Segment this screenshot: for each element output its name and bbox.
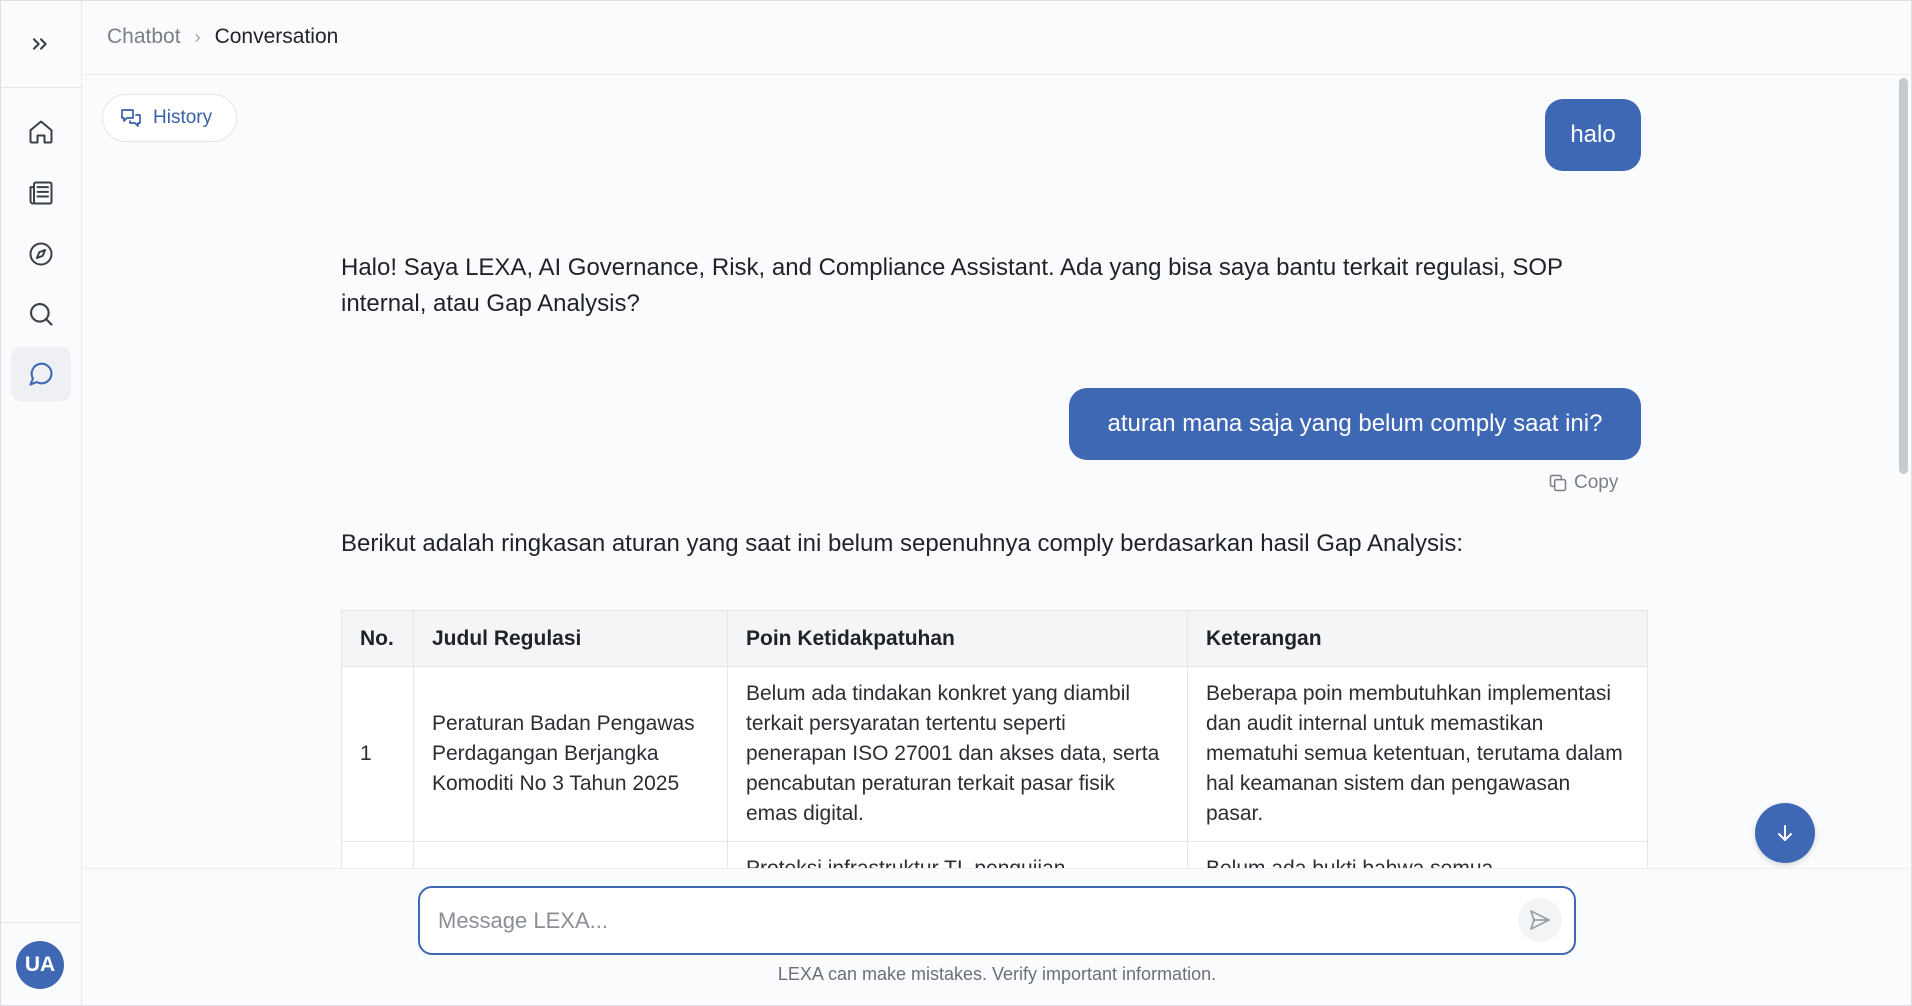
table-cell-no: 1 xyxy=(342,667,414,842)
message-composer xyxy=(418,886,1576,955)
sidebar-item-chat[interactable] xyxy=(11,347,71,401)
conversation-area[interactable] xyxy=(83,76,1897,868)
assistant-message: Berikut adalah ringkasan aturan yang saat ini belum sepenuhnya comply berdasarkan hasil Gap Analysis: xyxy=(341,530,1463,557)
send-button[interactable] xyxy=(1518,898,1562,942)
newspaper-icon xyxy=(27,179,55,207)
assistant-message: Halo! Saya LEXA, AI Governance, Risk, and Compliance Assistant. Ada yang bisa saya bantu terkait regulasi, SOP internal, atau Gap Analysis? xyxy=(341,254,1563,317)
user-message xyxy=(1545,99,1641,171)
scroll-to-bottom-button[interactable] xyxy=(1755,803,1815,863)
sidebar-item-search[interactable] xyxy=(11,287,71,341)
home-icon xyxy=(27,118,55,146)
sidebar xyxy=(0,0,82,1006)
column-header: No. xyxy=(342,611,414,667)
sidebar-toggle-button[interactable] xyxy=(0,0,82,88)
arrow-down-icon xyxy=(1773,821,1797,845)
sidebar-footer xyxy=(0,922,82,1006)
breadcrumb xyxy=(83,0,1912,75)
user-message-text: aturan mana saja yang belum comply saat ini? xyxy=(1107,410,1603,437)
sidebar-item-explore[interactable] xyxy=(11,227,71,281)
copy-label: Copy xyxy=(1574,472,1619,493)
send-icon xyxy=(1528,908,1552,932)
breadcrumb-current: Conversation xyxy=(214,25,339,48)
table-row xyxy=(342,667,1648,842)
chevron-right-icon: › xyxy=(194,26,201,47)
history-label: History xyxy=(153,107,213,128)
message-circle-icon xyxy=(27,360,55,388)
sidebar-item-home[interactable] xyxy=(11,105,71,159)
search-icon xyxy=(27,300,55,328)
compass-icon xyxy=(27,240,55,268)
avatar[interactable]: UA xyxy=(16,941,64,989)
chevrons-right-icon xyxy=(27,30,55,58)
gap-analysis-table xyxy=(341,610,1648,897)
column-header: Poin Ketidakpatuhan xyxy=(728,611,1188,667)
column-header: Keterangan xyxy=(1188,611,1648,667)
table-cell-judul: Peraturan Badan Pengawas Perdagangan Berjangka Komoditi No 3 Tahun 2025 xyxy=(414,667,728,842)
sidebar-item-documents[interactable] xyxy=(11,166,71,220)
message-input[interactable] xyxy=(438,900,1498,942)
user-message xyxy=(1069,388,1641,460)
table-header-row xyxy=(342,611,1648,667)
scrollbar-thumb[interactable] xyxy=(1899,78,1908,474)
table-cell-keterangan: Beberapa poin membutuhkan implementasi dan audit internal untuk memastikan mematuhi semua ketentuan, terutama dalam hal keamanan sistem dan pengawasan pasar. xyxy=(1188,667,1648,842)
disclaimer-text: LEXA can make mistakes. Verify important information. xyxy=(777,964,1217,984)
copy-button[interactable] xyxy=(1548,472,1618,494)
copy-icon xyxy=(1548,473,1568,493)
user-message-text: halo xyxy=(1570,121,1616,148)
table-cell-poin: Belum ada tindakan konkret yang diambil terkait persyaratan tertentu seperti penerapan ISO 27001 dan akses data, serta pencabutan peraturan terkait pasar fisik emas digital. xyxy=(728,667,1188,842)
column-header: Judul Regulasi xyxy=(414,611,728,667)
messages-icon xyxy=(119,106,143,130)
breadcrumb-parent[interactable]: Chatbot xyxy=(107,25,181,48)
history-button[interactable] xyxy=(102,94,237,142)
